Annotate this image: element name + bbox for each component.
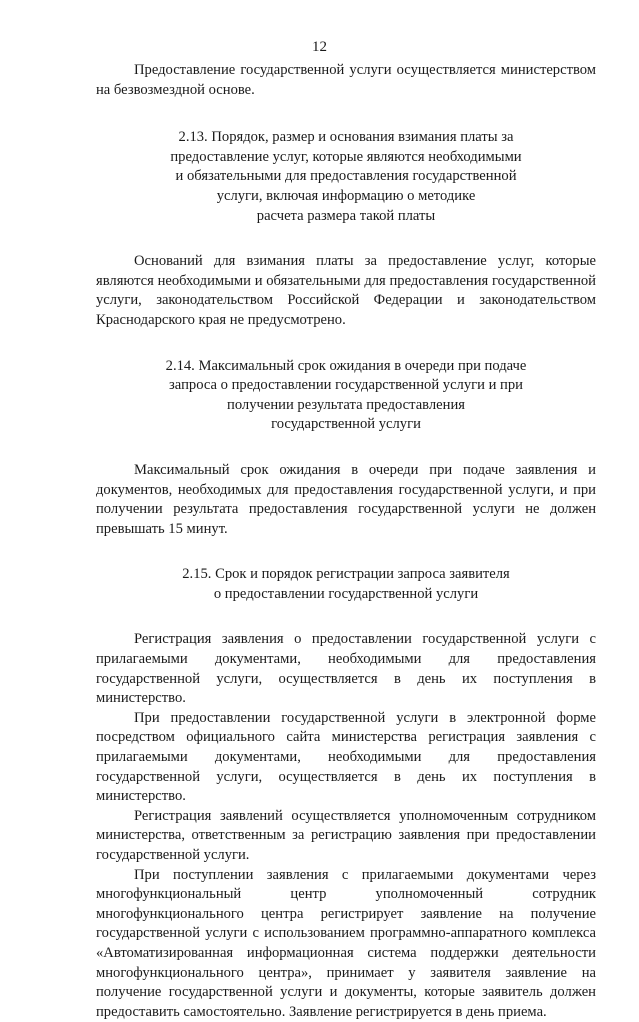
section-2-14-heading	[96, 357, 596, 435]
heading-line: 2.15. Срок и порядок регистрации запроса заявителя	[182, 566, 510, 583]
section-2-13-paragraph: Оснований для взимания платы за предоставление услуг, которые являются необходимыми и обязательными для предоставления государственной услуги, законодательством Российской Федерации и законодательством Краснодарского края не предусмотрено.	[96, 253, 596, 328]
page-number: 12	[312, 39, 327, 55]
heading-line: запроса о предоставлении государственной услуги и при	[169, 377, 523, 394]
heading-line: и обязательными для предоставления государственной	[175, 168, 517, 185]
heading-line: о предоставлении государственной услуги	[213, 585, 479, 602]
heading-line: 2.14. Максимальный срок ожидания в очереди при подаче	[165, 357, 527, 374]
document-body	[96, 61, 596, 1022]
heading-line: 2.13. Порядок, размер и основания взимания платы за	[178, 129, 514, 146]
section-2-15-paragraph: Регистрация заявления о предоставлении государственной услуги с прилагаемыми документами, необходимыми для предоставления государственной услуги, осуществляется в день их поступления в министерство.	[96, 631, 596, 707]
section-2-15-paragraph: Регистрация заявлений осуществляется уполномоченным сотрудником министерства, ответственным за регистрацию заявления при предоставлении государственной услуги.	[96, 807, 596, 863]
heading-line: расчета размера такой платы	[256, 207, 436, 224]
heading-line: услуги, включая информацию о методике	[216, 187, 476, 204]
intro-paragraph: Предоставление государственной услуги осуществляется министерством на безвозмездной основе.	[96, 62, 596, 98]
section-2-14-paragraph: Максимальный срок ожидания в очереди при подаче заявления и документов, необходимых для предоставления государственной услуги, и при получении результата предоставления государственной услуги не должен превышать 15 минут.	[96, 461, 596, 537]
section-2-15-paragraph: При предоставлении государственной услуги в электронной форме посредством официального сайта министерства регистрация заявления с прилагаемыми документами, необходимыми для предоставления государственной услуги, осуществляется в день их поступления в министерство.	[96, 709, 596, 805]
heading-line: предоставление услуг, которые являются необходимыми	[170, 148, 522, 165]
section-2-15-paragraph: При поступлении заявления с прилагаемыми документами через многофункциональный центр уполномоченный сотрудник многофункционального центра регистрирует заявление на получение государственной услуги с использованием программно-аппаратного комплекса «Автоматизированная информационная система поддержки деятельности многофункционального центра», принимает у заявителя заявление на получение государственной услуги и документы, которые заявитель должен предоставить самостоятельно. Заявление регистрируется в день приема.	[96, 866, 596, 1020]
heading-line: получении результата предоставления	[227, 396, 465, 413]
section-2-15-heading	[96, 565, 596, 604]
heading-line: государственной услуги	[271, 416, 421, 433]
section-2-13-heading	[96, 128, 596, 226]
